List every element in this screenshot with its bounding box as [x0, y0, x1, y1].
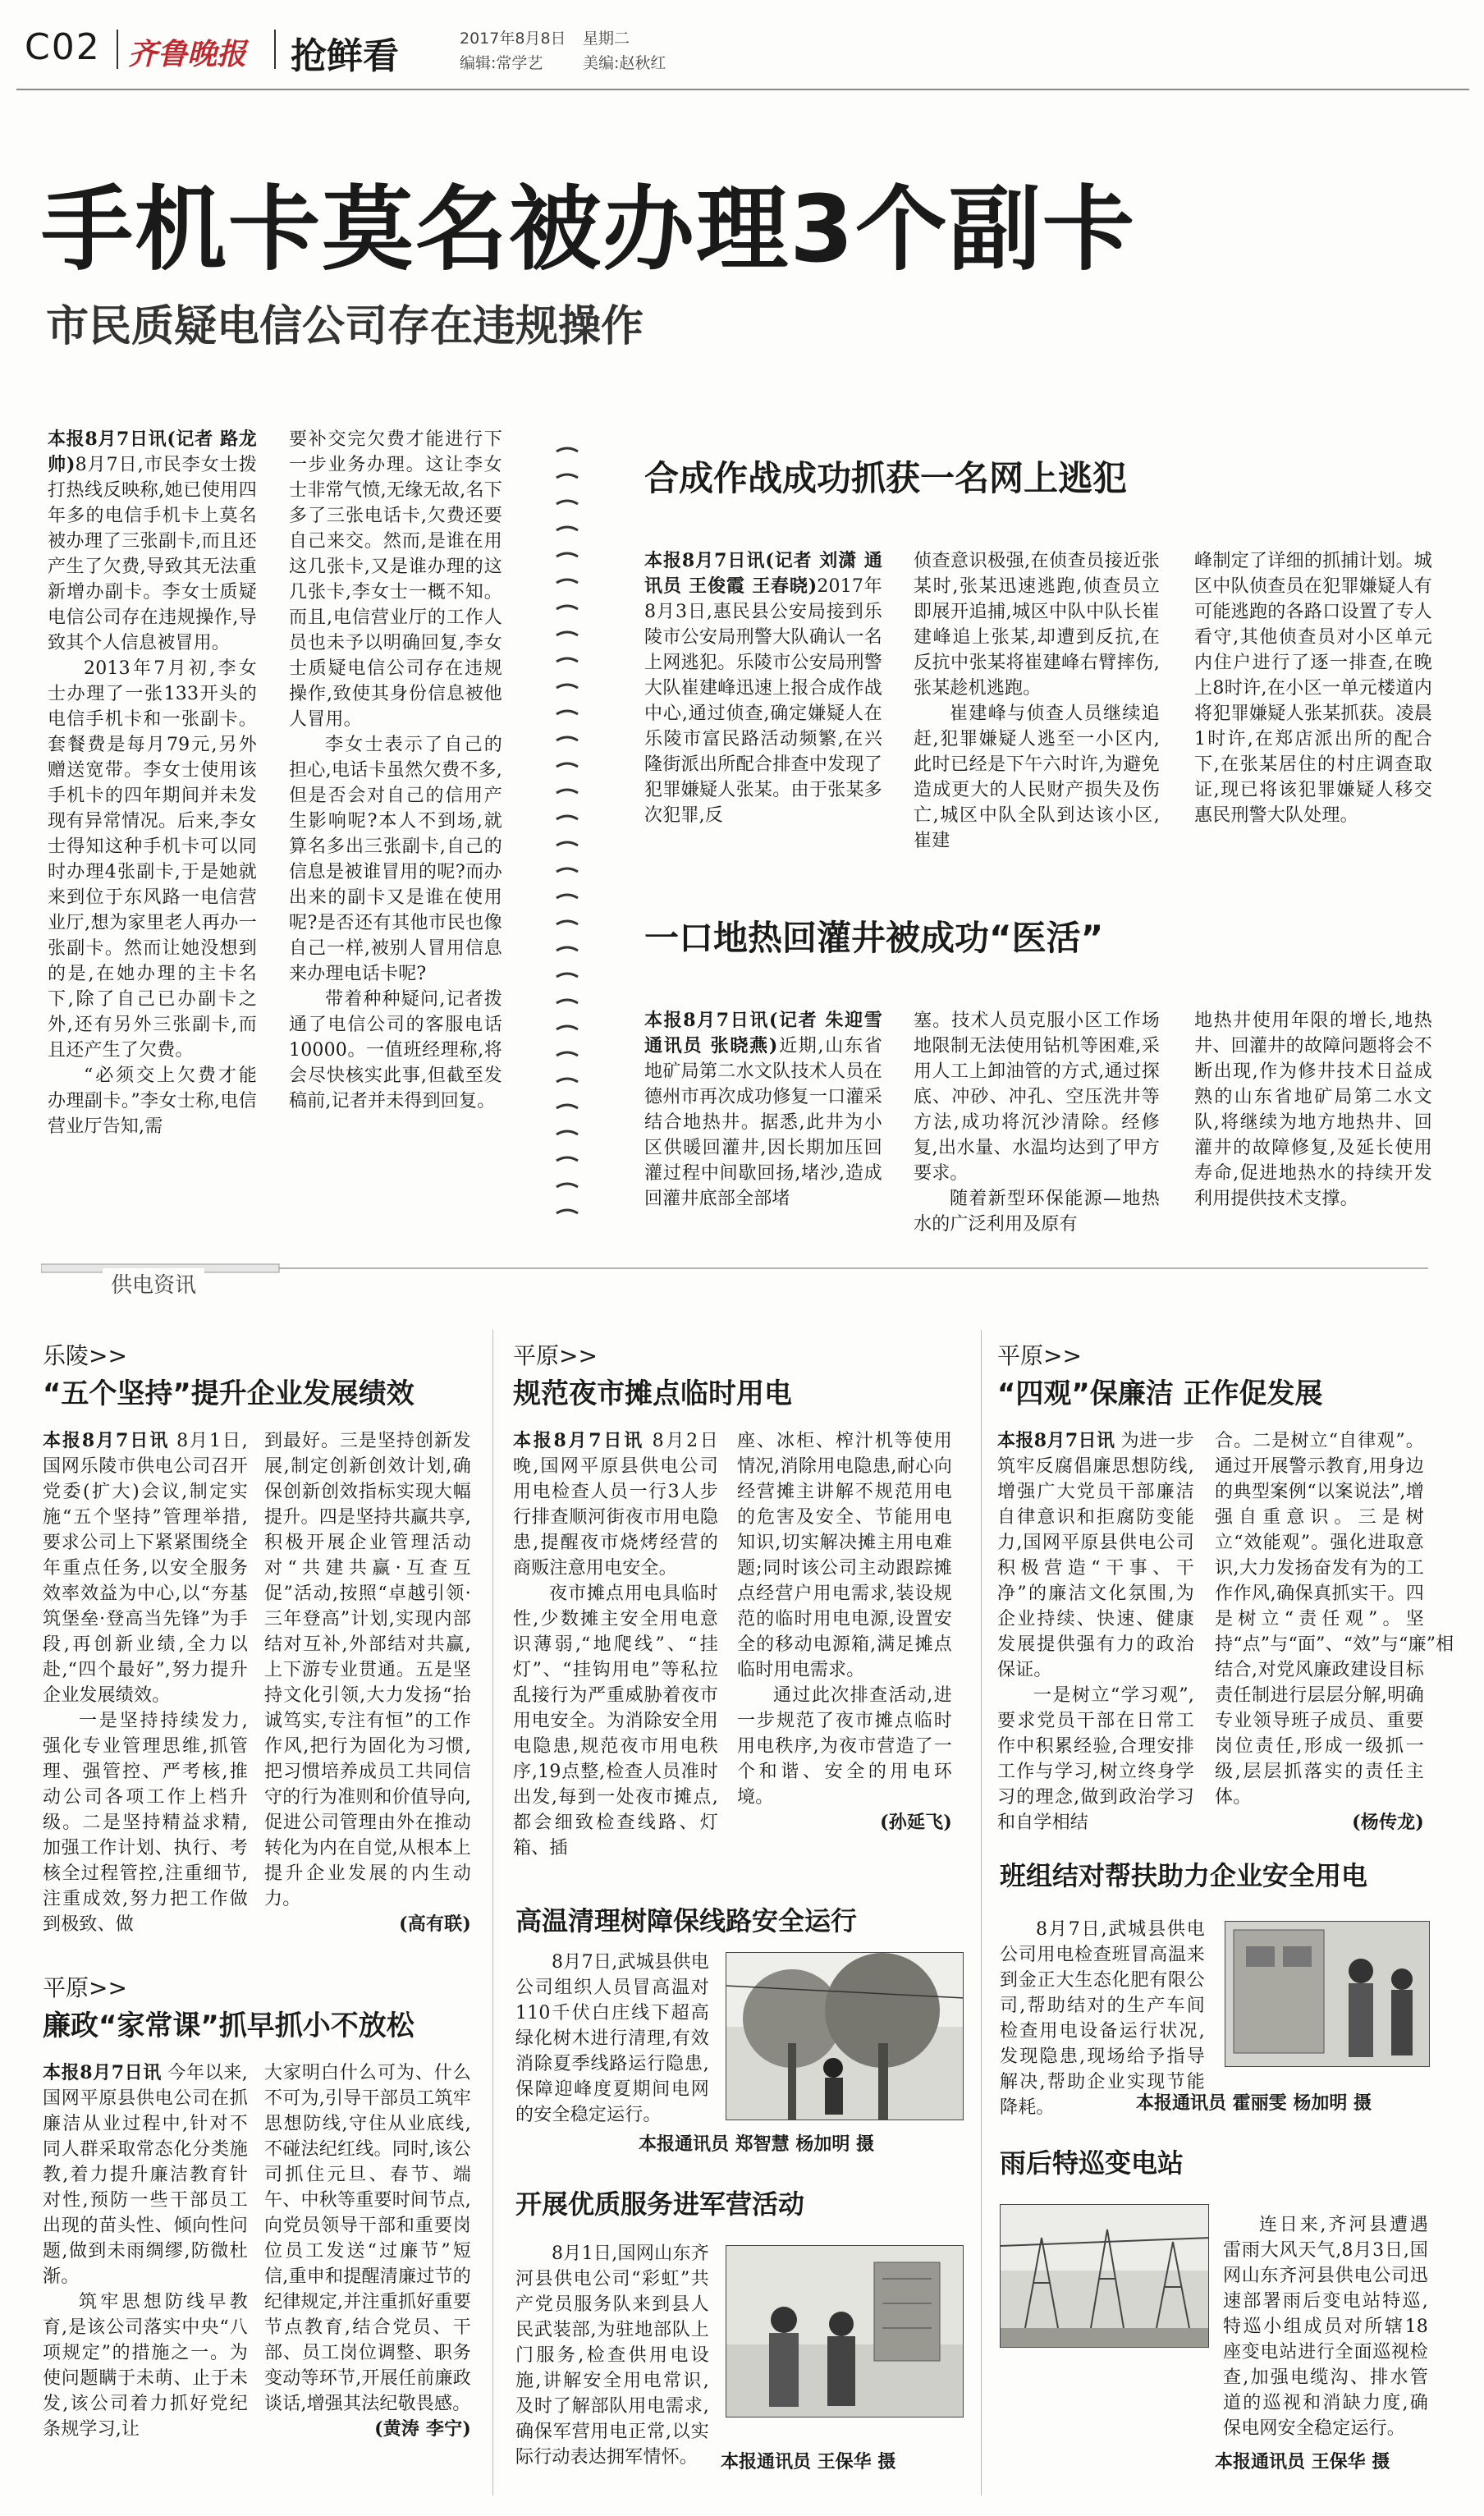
safety-check-photo-icon	[1225, 1922, 1430, 2067]
photo-credit: 本报通讯员 霍丽雯 杨加明 摄	[1136, 2092, 1372, 2114]
masthead	[16, 18, 1469, 79]
designer-credit: 美编:赵秋红	[583, 54, 666, 72]
paragraph: 近期,山东省地矿局第二水文队技术人员在德州市再次成功修复一口灌采结合地热井。据悉,此井为小区供暖回灌井,因长期加压回灌过程中间歇回扬,堵沙,造成回灌井底部全部堵	[644, 1036, 882, 1209]
paragraph: 8月7日,武城县供电公司组织人员冒高温对110千伏白庄线下超高绿化树木进行清理,有效消除夏季线路运行隐患,保障迎峰度夏期间电网的安全稳定运行。	[515, 1952, 709, 2125]
article-headline: “五个坚持”提升企业发展绩效	[43, 1377, 415, 1410]
masthead-divider	[274, 30, 276, 69]
paragraph: 要补交完欠费才能进行下一步业务办理。这让李女士非常气愤,无缘无故,名下多了三张电话卡,欠费还要自己来交。然而,是谁在用这几张卡,又是谁办理的这几张卡,李女士一概不知。而且,电信营业厅的工作人员也未予以明确回复,李女士质疑电信公司存在违规操作,致使其身份信息被他人冒用。	[289, 429, 502, 730]
editor-credit: 编辑:常学艺	[460, 54, 543, 72]
photo-story-headline: 雨后特巡变电站	[1000, 2147, 1184, 2179]
story2-headline: 合成作战成功抓获一名网上逃犯	[644, 458, 1128, 498]
section-divider-shape	[41, 1262, 1428, 1275]
article-signature: (高有联)	[399, 1913, 471, 1935]
paragraph: 塞。技术人员克服小区工作场地限制无法使用钻机等困难,采用人工上卸油管的方式,通过探底、冲砂、冲孔、空压洗井等方法,成功将沉沙清除。经修复,出水量、水温均达到了甲方要求。	[914, 1011, 1160, 1184]
story3-headline: 一口地热回灌井被成功“医活”	[644, 918, 1104, 958]
photo-credit: 本报通讯员 王保华 摄	[721, 2451, 896, 2472]
article-region: 平原>>	[43, 1974, 127, 2001]
photo-tree-clearing	[726, 1952, 964, 2120]
masthead-rule	[16, 89, 1469, 90]
paragraph: 随着新型环保能源—地热水的广泛利用及原有	[914, 1189, 1160, 1235]
issue-weekday: 星期二	[583, 30, 630, 48]
story2-col1	[644, 548, 882, 828]
article-headline: 规范夜市摊点临时用电	[513, 1377, 792, 1410]
paragraph: 为进一步筑牢反腐倡廉思想防线,增强广大党员干部廉洁自律意识和拒腐防变能力,国网平原县供电公司积极营造“干事、干净”的廉洁文化氛围,为企业持续、快速、健康发展提供强有力的政治保证。	[997, 1431, 1194, 1680]
paragraph: 8月1日,国网乐陵市供电公司召开党委(扩大)会议,制定实施“五个坚持”管理举措,要求公司上下紧紧围绕全年重点任务,以安全服务效率效益为中心,以“夯基筑堡垒·登高当先锋”为手段,再创新业绩,全力以赴,“四个最好”,努力提升企业发展绩效。	[43, 1431, 248, 1706]
main-subhead: 市民质疑电信公司存在违规操作	[46, 302, 644, 351]
spiral-icon	[553, 443, 581, 1223]
photo-substation-patrol	[1000, 2204, 1209, 2348]
a3-col2	[1215, 1428, 1454, 1835]
article-headline: 廉政“家常课”抓早抓小不放松	[43, 2010, 415, 2042]
spiral-binding-decoration	[553, 443, 581, 1223]
substation-patrol-photo-icon	[1001, 2205, 1209, 2348]
paragraph: 8月2日晚,国网平原县供电公司用电检查人员一行3人步行排查顺河街夜市用电隐患,提醒夜市烧烤经营的商贩注意用电安全。	[513, 1431, 719, 1579]
paragraph: 2017年8月3日,惠民县公安局接到乐陵市公安局刑警大队确认一名上网逃犯。乐陵市公安局刑警大队崔建峰迅速上报合成作战中心,通过侦查,确定嫌疑人在乐陵市富民路活动频繁,在兴隆街派出所配合排查中发现了犯罪嫌疑人张某。由于张某多次犯罪,反	[644, 576, 882, 826]
paragraph: 8月7日,武城县供电公司用电检查班冒高温来到金正大生态化肥有限公司,帮助结对的生产车间检查用电设备运行状况,发现隐患,现场给予指导解决,帮助企业实现节能降耗。	[1000, 1919, 1205, 2118]
a1-col1	[43, 1428, 248, 1937]
article-region: 平原>>	[513, 1342, 598, 1369]
tree-clearing-photo-icon	[726, 1953, 964, 2120]
paragraph: 到最好。三是坚持创新发展,制定创新创效计划,确保创新创效指标实现大幅提升。四是坚持共赢共享,积极开展企业管理活动对“共建共赢·互查互促”活动,按照“卓越引领·三年登高”计划,实现内部结对互补,外部结对共赢,上下游专业贯通。五是坚持文化引领,大力发扬“抬诚笃实,专注有恒”的工作作风,把行为固化为习惯,把习惯培养成员工共同信守的行为准则和价值导向,促进公司管理由外在推动转化为内在自觉,从根本上提升企业发展的内生动力。	[264, 1431, 471, 1909]
main-story-lead: 本报8月7日讯(记者 路龙帅)	[48, 428, 257, 475]
article-lead: 本报8月7日讯	[997, 1430, 1115, 1451]
article-signature: (杨传龙)	[1352, 1812, 1424, 1833]
paragraph: 崔建峰与侦查人员继续追赶,犯罪嫌疑人逃至一小区内,此时已经是下午六时许,为避免造成更大的人民财产损失及伤亡,城区中队全队到达该小区,崔建	[914, 703, 1160, 851]
a8-body	[1223, 2212, 1428, 2441]
paragraph: “必须交上欠费才能办理副卡。”李女士称,电信营业厅告知,需	[48, 1066, 257, 1137]
main-story-col1	[48, 427, 257, 1139]
issue-date: 2017年8月8日	[460, 30, 566, 48]
photo-story-headline: 高温清理树障保线路安全运行	[515, 1905, 858, 1936]
paragraph: 连日来,齐河县遭遇雷雨大风天气,8月3日,国网山东齐河县供电公司迅速部署雨后变电站特巡,特巡小组成员对所辖18座变电站进行全面巡视检查,加强电缆沟、排水管道的巡视和消缺力度,确保电网安全稳定运行。	[1223, 2215, 1428, 2439]
main-story-col2	[289, 427, 502, 1114]
section-label: 供电资讯	[103, 1268, 204, 1299]
photo-story-headline: 开展优质服务进军营活动	[515, 2188, 805, 2220]
photo-credit: 本报通讯员 郑智慧 杨加明 摄	[639, 2133, 874, 2155]
story3-col3	[1194, 1008, 1432, 1212]
column-name: 抢鲜看	[291, 35, 399, 77]
article-signature: (孙延飞)	[880, 1812, 952, 1833]
paragraph: 侦查意识极强,在侦查员接近张某时,张某迅速逃跑,侦查员立即展开追捕,城区中队中队长崔建峰追上张某,却遭到反抗,在反抗中张某将崔建峰右臂摔伤,张某趁机逃跑。	[914, 551, 1160, 699]
a6-body	[515, 2241, 709, 2470]
paragraph: 一是坚持持续发力,强化专业管理思维,抓管理、强管控、严考核,推动公司各项工作上档升级。二是坚持精益求精,加强工作计划、执行、考核全过程管控,注重细节,注重成效,努力把工作做到极致、做	[43, 1711, 248, 1935]
masthead-divider	[117, 30, 118, 69]
a5-body	[515, 1950, 709, 2128]
paragraph: 通过此次排查活动,进一步规范了夜市摊点临时用电秩序,为夜市营造了一个和谐、安全的用电环境。	[737, 1685, 952, 1808]
section-divider	[41, 1262, 1428, 1275]
page-number: C02	[25, 26, 101, 68]
paragraph: 李女士表示了自己的担心,电话卡虽然欠费不多,但是否会对自己的信用产生影响呢?本人不到场,就算名多出三张副卡,自己的信息是被谁冒用的呢?而办出来的副卡又是谁在使用呢?是否还有其他市民也像自己一样,被别人冒用信息来办理电话卡呢?	[289, 735, 502, 984]
article-lead: 本报8月7日讯	[43, 1430, 170, 1451]
article-signature: (黄涛 李宁)	[374, 2418, 471, 2440]
paragraph: 带着种种疑问,记者拨通了电信公司的客服电话10000。一值班经理称,将会尽快核实此事,但截至发稿前,记者并未得到回复。	[289, 989, 502, 1111]
story2-col2	[914, 548, 1160, 854]
article-region: 乐陵>>	[43, 1342, 127, 1369]
paragraph: 座、冰柜、榨汁机等使用情况,消除用电隐患,耐心向经营摊主讲解不规范用电的危害及安全、节能用电知识,切实解决摊主用电难题;同时该公司主动跟踪摊点经营户用电需求,装设规范的临时用电电源,设置安全的移动电源箱,满足摊点临时用电需求。	[737, 1431, 952, 1680]
paragraph: 8月7日,市民李女士拨打热线反映称,她已使用四年多的电信手机卡上莫名被办理了三张副卡,而且还产生了欠费,导致其无法重新增办副卡。李女士质疑电信公司存在违规操作,导致其个人信息被冒用。	[48, 455, 257, 653]
photo-barracks-service	[726, 2245, 964, 2417]
barracks-service-photo-icon	[726, 2246, 964, 2417]
paper-logo: 齐鲁晚报	[128, 37, 247, 71]
paragraph: 峰制定了详细的抓捕计划。城区中队侦查员在犯罪嫌疑人有可能逃跑的各路口设置了专人看守,其他侦查员对小区单元内住户进行了逐一排查,在晚上8时许,在小区一单元楼道内将犯罪嫌疑人张某抓获。凌晨1时许,在郑店派出所的配合下,在张某居住的村庄调查取证,现已将该犯罪嫌疑人移交惠民刑警大队处理。	[1194, 551, 1432, 826]
paragraph: 筑牢思想防线早教育,是该公司落实中央“八项规定”的措施之一。为使问题瞒于未萌、止于未发,该公司着力抓好党纪条规学习,让	[43, 2292, 248, 2440]
a2-col1	[513, 1428, 718, 1861]
photo-credit: 本报通讯员 王保华 摄	[1215, 2451, 1390, 2472]
paragraph: 夜市摊点用电具临时性,少数摊主安全用电意识薄弱,“地爬线”、“挂灯”、“挂钩用电”等私拉乱接行为严重威胁着夜市用电安全。为消除安全用电隐患,规范夜市用电秩序,19点整,检查人员准时出发,每到一处夜市摊点,都会细致检查线路、灯箱、插	[513, 1583, 718, 1858]
story3-col1	[644, 1008, 882, 1212]
paragraph: 合。二是树立“自律观”。通过开展警示教育,用身边的典型案例“以案说法”,增强自重意识。三是树立“效能观”。强化进取意识,大力发扬奋发有为的工作作风,确保真抓实干。四是树立“责任观”。坚持“点”与“面”、“效”与“廉”相结合,对党风廉政建设目标责任制进行层层分解,明确专业领导班子成员、重要岗位责任,形成一级抓一级,层层抓落实的责任主体。	[1215, 1431, 1454, 1808]
paragraph: 地热井使用年限的增长,地热井、回灌井的故障问题将会不断出现,作为修井技术日益成熟的山东省地矿局第二水文队,将继续为地方地热井、回灌井的故障修复,及延长使用寿命,促进地热水的持续开发利用提供技术支撑。	[1194, 1011, 1432, 1209]
a4-col2	[264, 2060, 471, 2442]
article-region: 平原>>	[997, 1342, 1082, 1369]
photo-safety-check	[1225, 1921, 1430, 2067]
a1-col2	[264, 1428, 471, 1937]
story2-lead: 本报8月7日讯(记者 刘潇 通讯员 王俊霞 王春晓)	[644, 550, 882, 597]
main-headline: 手机卡莫名被办理3个副卡	[41, 176, 1136, 283]
a4-col1	[43, 2060, 248, 2442]
article-headline: “四观”保廉洁 正作促发展	[997, 1377, 1323, 1410]
paragraph: 大家明白什么可为、什么不可为,引导干部员工筑牢思想防线,守住从业底线,不碰法纪红线。同时,该公司抓住元旦、春节、端午、中秋等重要时间节点,向党员领导干部和重要岗位员工发送“过廉节”短信,重申和提醒清廉过节的纪律规定,并注重抓好重要节点教育,结合党员、干部、员工岗位调整、职务变动等环节,开展任前廉政谈话,增强其法纪敬畏感。	[264, 2063, 471, 2414]
article-lead: 本报8月7日讯	[43, 2062, 162, 2083]
paragraph: 一是树立“学习观”,要求党员干部在日常工作中积累经验,合理安排工作与学习,树立终身学习的理念,做到政治学习和自学相结	[997, 1685, 1194, 1833]
a3-col1	[997, 1428, 1194, 1835]
story3-col2	[914, 1008, 1160, 1237]
paragraph: 8月1日,国网山东齐河县供电公司“彩虹”共产党员服务队来到县人民武装部,为驻地部队上门服务,检查供用电设施,讲解安全用电常识,及时了解部队用电需求,确保军营用电正常,以实际行动表达拥军情怀。	[515, 2243, 709, 2468]
story3-lead: 本报8月7日讯(记者 朱迎雪 通讯员 张晓燕)	[644, 1010, 882, 1056]
paragraph: 2013年7月初,李女士办理了一张133开头的电信手机卡和一张副卡。套餐费是每月79元,另外赠送宽带。李女士使用该手机卡的四年期间并未发现有异常情况。后来,李女士得知这种手机卡可以同时办理4张副卡,于是她就来到位于东风路一电信营业厅,想为家里老人再办一张副卡。然而让她没想到的是,在她办理的主卡名下,除了自己已办副卡之外,还有另外三张副卡,而且还产生了欠费。	[48, 658, 257, 1061]
a2-col2	[737, 1428, 952, 1835]
paragraph: 今年以来,国网平原县供电公司在抓廉洁从业过程中,针对不同人群采取常态化分类施教,着力提升廉洁教育针对性,预防一些干部员工出现的苗头性、倾向性问题,做到未雨绸缪,防微杜渐。	[43, 2063, 248, 2287]
column-rule	[981, 1330, 982, 2495]
article-lead: 本报8月7日讯	[513, 1430, 644, 1451]
story2-col3	[1194, 548, 1432, 828]
column-rule	[492, 1330, 493, 2495]
photo-story-headline: 班组结对帮扶助力企业安全用电	[1000, 1860, 1368, 1891]
